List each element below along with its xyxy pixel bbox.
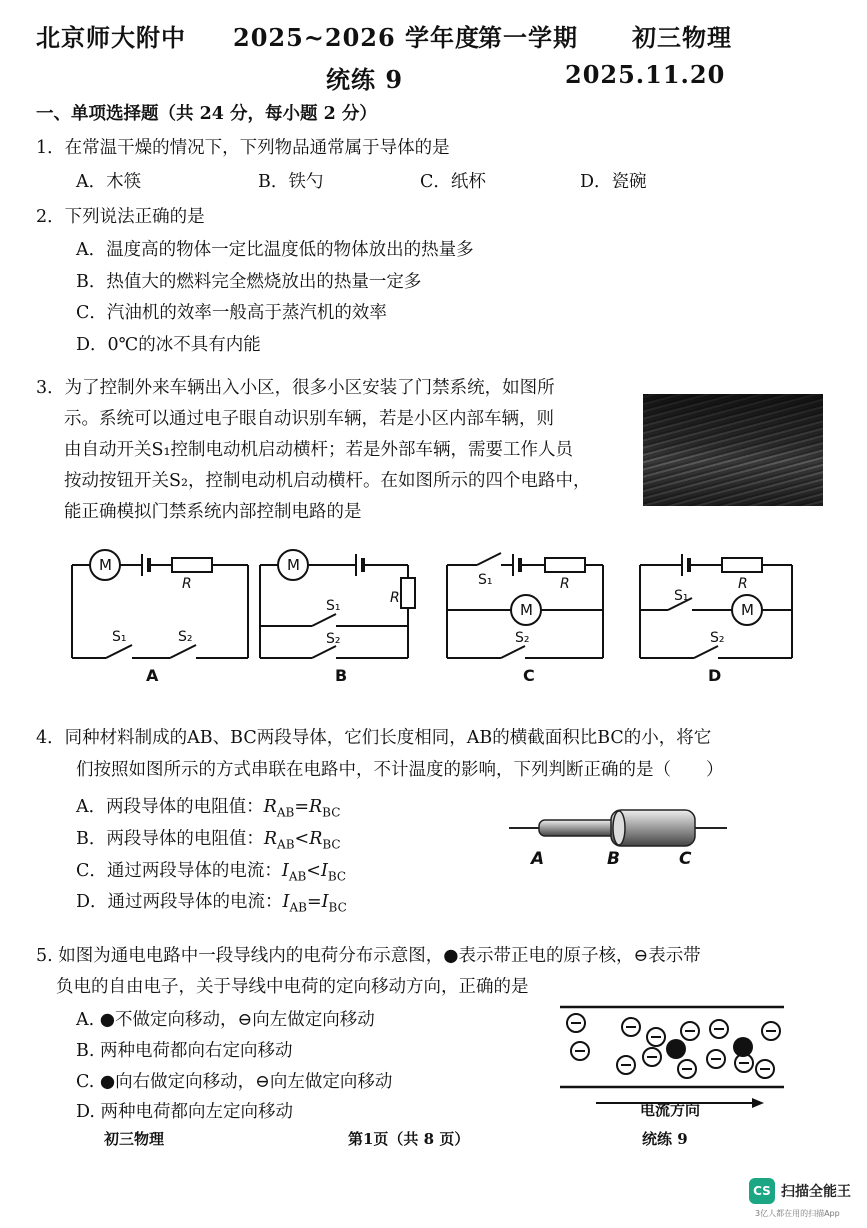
resistor-label: R [738, 576, 748, 592]
gate-photo [643, 394, 823, 506]
current-direction-label: 电流方向 [640, 1101, 701, 1119]
footer-page: 第1页（共 8 页） [348, 1130, 470, 1148]
s1-label: S₁ [478, 572, 493, 588]
scanner-watermark [749, 1178, 851, 1204]
circuit-label-c: C [523, 666, 535, 685]
s1-label: S₁ [326, 598, 341, 614]
q4-option-c: C．通过两段导体的电流：$I_{AB}<I_{BC}$ [76, 861, 347, 884]
q5-option-c: C. ●向右做定向移动，⊖向左做定向移动 [76, 1072, 393, 1092]
nuclei [666, 1037, 753, 1059]
q2-stem: 2．下列说法正确的是 [36, 207, 205, 227]
q3-stem [36, 373, 636, 528]
footer-subject: 初三物理 [104, 1130, 165, 1148]
q1-option-b: B．铁勺 [258, 172, 324, 192]
q4-stem-line1: 4．同种材料制成的AB、BC两段导体，它们长度相同，AB的横截面积比BC的小，将它 [36, 728, 712, 748]
q1-option-a: A．木筷 [76, 172, 142, 192]
motor-label: M [99, 556, 112, 574]
q4-conductor-figure [505, 806, 735, 870]
q2-option-b: B．热值大的燃料完全燃烧放出的热量一定多 [76, 272, 422, 292]
watermark-name: 扫描全能王 [781, 1184, 851, 1200]
section-title: 一、单项选择题（共 24 分，每小题 2 分） [36, 104, 377, 124]
s2-label: S₂ [178, 629, 193, 645]
q3-circuits [60, 540, 820, 690]
q2-option-c: C．汽油机的效率一般高于蒸汽机的效率 [76, 303, 387, 323]
q3-line: 按动按钮开关S₂，控制电动机启动横杆。在如图所示的四个电路中， [64, 471, 591, 491]
motor-label: M [520, 601, 533, 619]
q5-option-d: D. 两种电荷都向左定向移动 [76, 1102, 294, 1122]
s2-label: S₂ [515, 630, 530, 646]
q2-option-a: A．温度高的物体一定比温度低的物体放出的热量多 [76, 240, 474, 260]
q5-option-b: B. 两种电荷都向右定向移动 [76, 1041, 293, 1061]
q4-option-a: A．两段导体的电阻值：$R_{AB}=R_{BC}$ [76, 797, 341, 820]
circuit-label-b: B [335, 666, 348, 685]
label-a: A [531, 849, 545, 869]
watermark-tagline: 3亿人都在用的扫描App [755, 1209, 840, 1218]
s2-label: S₂ [326, 631, 341, 647]
circuit-label-d: D [708, 666, 722, 685]
q5-charge-figure [556, 1003, 788, 1121]
q5-option-a: A. ●不做定向移动，⊖向左做定向移动 [76, 1010, 375, 1030]
s1-label: S₁ [112, 629, 127, 645]
q5-stem-line1: 5. 如图为通电电路中一段导线内的电荷分布示意图，●表示带正电的原子核，⊖表示带 [36, 946, 701, 966]
q4-option-b: B．两段导体的电阻值：$R_{AB}<R_{BC}$ [76, 829, 341, 852]
camscanner-logo-icon: CS [749, 1178, 775, 1204]
q3-line: 示。系统可以通过电子眼自动识别车辆，若是小区内部车辆，则 [64, 409, 554, 429]
school-name: 北京师大附中 [36, 23, 186, 52]
resistor-label: R [560, 576, 570, 592]
q3-line: 由自动开关S₁控制电动机启动横杆；若是外部车辆，需要工作人员 [64, 440, 574, 460]
q1-stem: 1．在常温干燥的情况下，下列物品通常属于导体的是 [36, 138, 450, 158]
exam-date: 2025.11.20 [565, 60, 726, 89]
resistor-label: R [182, 576, 192, 592]
exam-name: 统练 9 [326, 65, 404, 94]
label-b: B [607, 849, 620, 869]
q2-option-d: D．0℃的冰不具有内能 [76, 335, 261, 355]
term: 第一学期 [478, 23, 578, 52]
school-year: 2025~2026 学年度 [233, 23, 481, 52]
q1-option-d: D．瓷碗 [580, 172, 647, 192]
s1-label: S₁ [674, 588, 689, 604]
q5-stem-line2: 负电的自由电子，关于导线中电荷的定向移动方向，正确的是 [56, 977, 529, 997]
resistor-label: R [390, 590, 400, 606]
q3-line: 能正确模拟门禁系统内部控制电路的是 [64, 502, 362, 522]
q3-line: 3．为了控制外来车辆出入小区，很多小区安装了门禁系统，如图所 [36, 378, 555, 398]
motor-label: M [741, 601, 754, 619]
subject: 初三物理 [632, 23, 732, 52]
s2-label: S₂ [710, 630, 725, 646]
motor-label: M [287, 556, 300, 574]
q1-option-c: C．纸杯 [420, 172, 486, 192]
circuit-label-a: A [146, 666, 159, 685]
footer-exam: 统练 9 [642, 1130, 688, 1148]
q4-stem-line2: 们按照如图所示的方式串联在电路中，不计温度的影响，下列判断正确的是（ ） [76, 760, 724, 780]
q4-option-d: D．通过两段导体的电流：$I_{AB}=I_{BC}$ [76, 892, 347, 915]
label-c: C [679, 849, 692, 869]
